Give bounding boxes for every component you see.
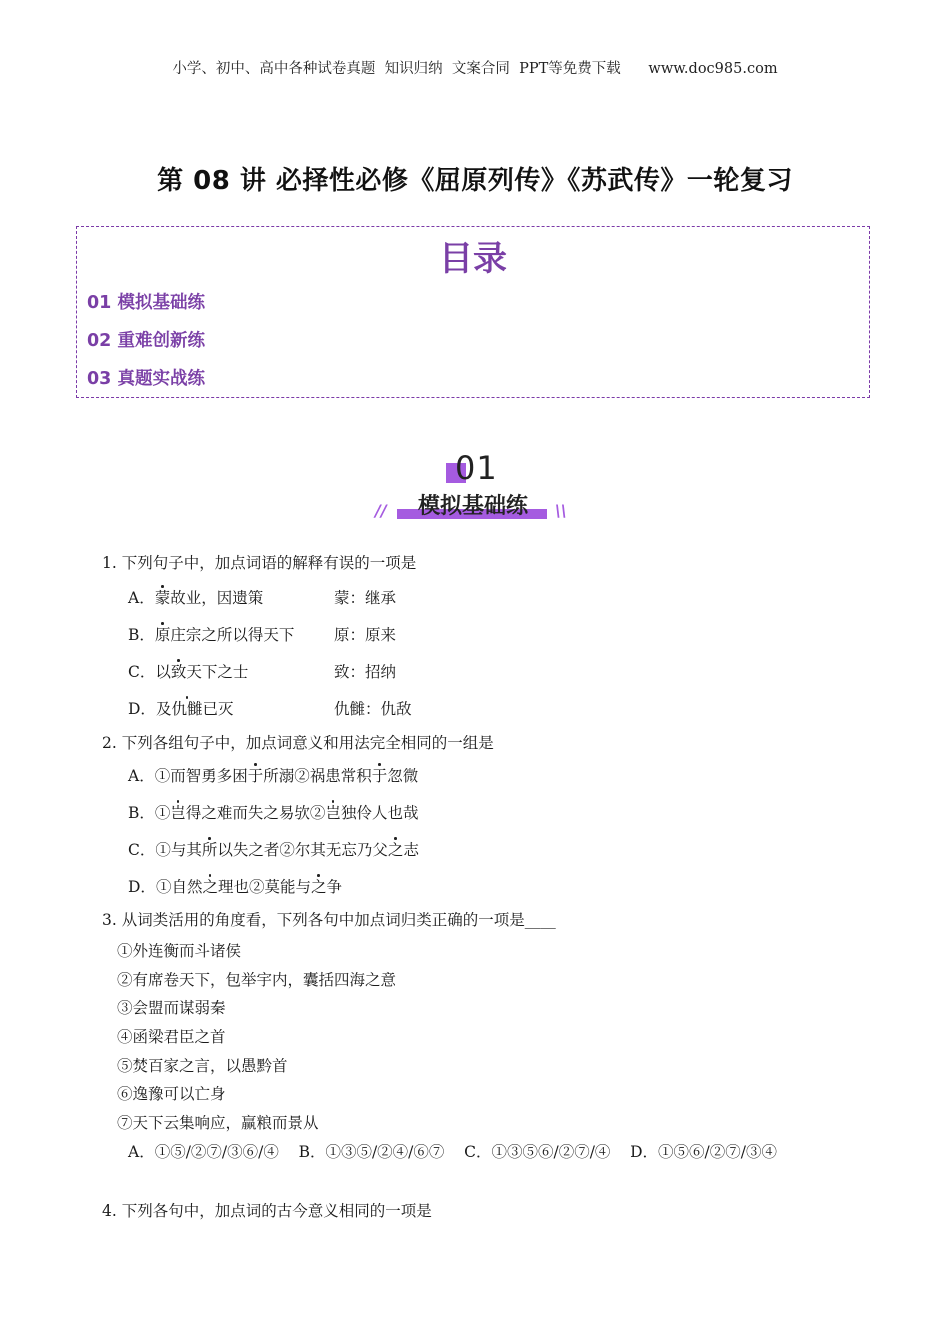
emphasis-word: 岂 bbox=[325, 804, 341, 822]
toc-item-01[interactable]: 01 模拟基础练 bbox=[87, 293, 205, 313]
toc-item-03[interactable]: 03 真题实战练 bbox=[87, 369, 205, 389]
section-header bbox=[375, 449, 575, 529]
q3-sentence: ⑦天下云集响应，赢粮而景从 bbox=[117, 1114, 319, 1132]
q1-option-a-definition: 蒙：继承 bbox=[334, 589, 397, 607]
q1-option-b-definition: 原：原来 bbox=[334, 626, 397, 644]
emphasis-word: 致 bbox=[170, 663, 187, 681]
site-header bbox=[0, 57, 950, 78]
emphasis-word: 原 bbox=[154, 626, 171, 644]
q3-sentence: ①外连衡而斗诸侯 bbox=[117, 942, 242, 960]
section-left-slash-icon: // bbox=[375, 501, 387, 520]
q3-sentence: ②有席卷天下，包举宇内，囊括四海之意 bbox=[117, 971, 397, 989]
toc-item-02[interactable]: 02 重难创新练 bbox=[87, 331, 205, 351]
q3-choices[interactable]: A．①⑤/②⑦/③⑥/④ B．①③⑤/②④/⑥⑦ C．①③⑤⑥/②⑦/④ D．①⑤⑥/②⑦/③④ bbox=[128, 1143, 777, 1161]
emphasis-word: 于 bbox=[247, 767, 264, 785]
q1-option-a[interactable]: A．蒙故业，因遗策 bbox=[128, 589, 264, 607]
toc-heading: 目录 bbox=[439, 239, 507, 279]
section-label: 模拟基础练 bbox=[417, 494, 528, 519]
q1-option-d-definition: 仇雠：仇敌 bbox=[334, 700, 412, 718]
q3-sentence: ⑥逸豫可以亡身 bbox=[117, 1085, 226, 1103]
q2-option-d[interactable]: D．①自然之理也②莫能与之争 bbox=[128, 878, 343, 896]
q2-option-a[interactable]: A．①而智勇多困于所溺②祸患常积于忽微 bbox=[128, 767, 419, 785]
section-right-slash-icon: \\ bbox=[555, 501, 567, 520]
question-2-stem: 2. 下列各组句子中，加点词意义和用法完全相同的一组是 bbox=[102, 734, 494, 752]
emphasis-word: 岂 bbox=[170, 804, 186, 822]
q1-option-c-definition: 致：招纳 bbox=[334, 663, 397, 681]
emphasis-word: 之 bbox=[310, 878, 327, 896]
emphasis-word: 仇雠 bbox=[171, 700, 203, 718]
question-1-stem: 1. 下列句子中，加点词语的解释有误的一项是 bbox=[102, 554, 417, 572]
q3-sentence: ③会盟而谋弱秦 bbox=[117, 999, 226, 1017]
header-text: 小学、初中、高中各种试卷真题 知识归纳 文案合同 PPT等免费下载 bbox=[172, 61, 621, 77]
q1-option-c[interactable]: C．以致天下之士 bbox=[128, 663, 249, 681]
emphasis-word: 所 bbox=[201, 841, 218, 859]
q1-option-b[interactable]: B．原庄宗之所以得天下 bbox=[128, 626, 295, 644]
q3-sentence: ⑤焚百家之言，以愚黔首 bbox=[117, 1057, 288, 1075]
question-3-stem: 3. 从词类活用的角度看，下列各句中加点词归类正确的一项是____ bbox=[102, 911, 556, 929]
question-4-stem: 4. 下列各句中，加点词的古今意义相同的一项是 bbox=[102, 1202, 432, 1220]
table-of-contents bbox=[76, 226, 870, 398]
q2-option-b[interactable]: B．①岂得之难而失之易欤②岂独伶人也哉 bbox=[128, 804, 419, 822]
document-title: 第 08 讲 必择性必修《屈原列传》《苏武传》一轮复习 bbox=[157, 166, 793, 196]
section-number: 01 bbox=[455, 449, 498, 487]
q1-option-d[interactable]: D．及仇雠已灭 bbox=[128, 700, 234, 718]
emphasis-word: 之 bbox=[202, 878, 218, 896]
emphasis-word: 之 bbox=[387, 841, 404, 859]
header-url[interactable]: www.doc985.com bbox=[648, 61, 778, 77]
emphasis-word: 蒙 bbox=[154, 589, 171, 607]
q3-sentence: ④函梁君臣之首 bbox=[117, 1028, 226, 1046]
q2-option-c[interactable]: C．①与其所以失之者②尔其无忘乃父之志 bbox=[128, 841, 419, 859]
emphasis-word: 于 bbox=[371, 767, 388, 785]
